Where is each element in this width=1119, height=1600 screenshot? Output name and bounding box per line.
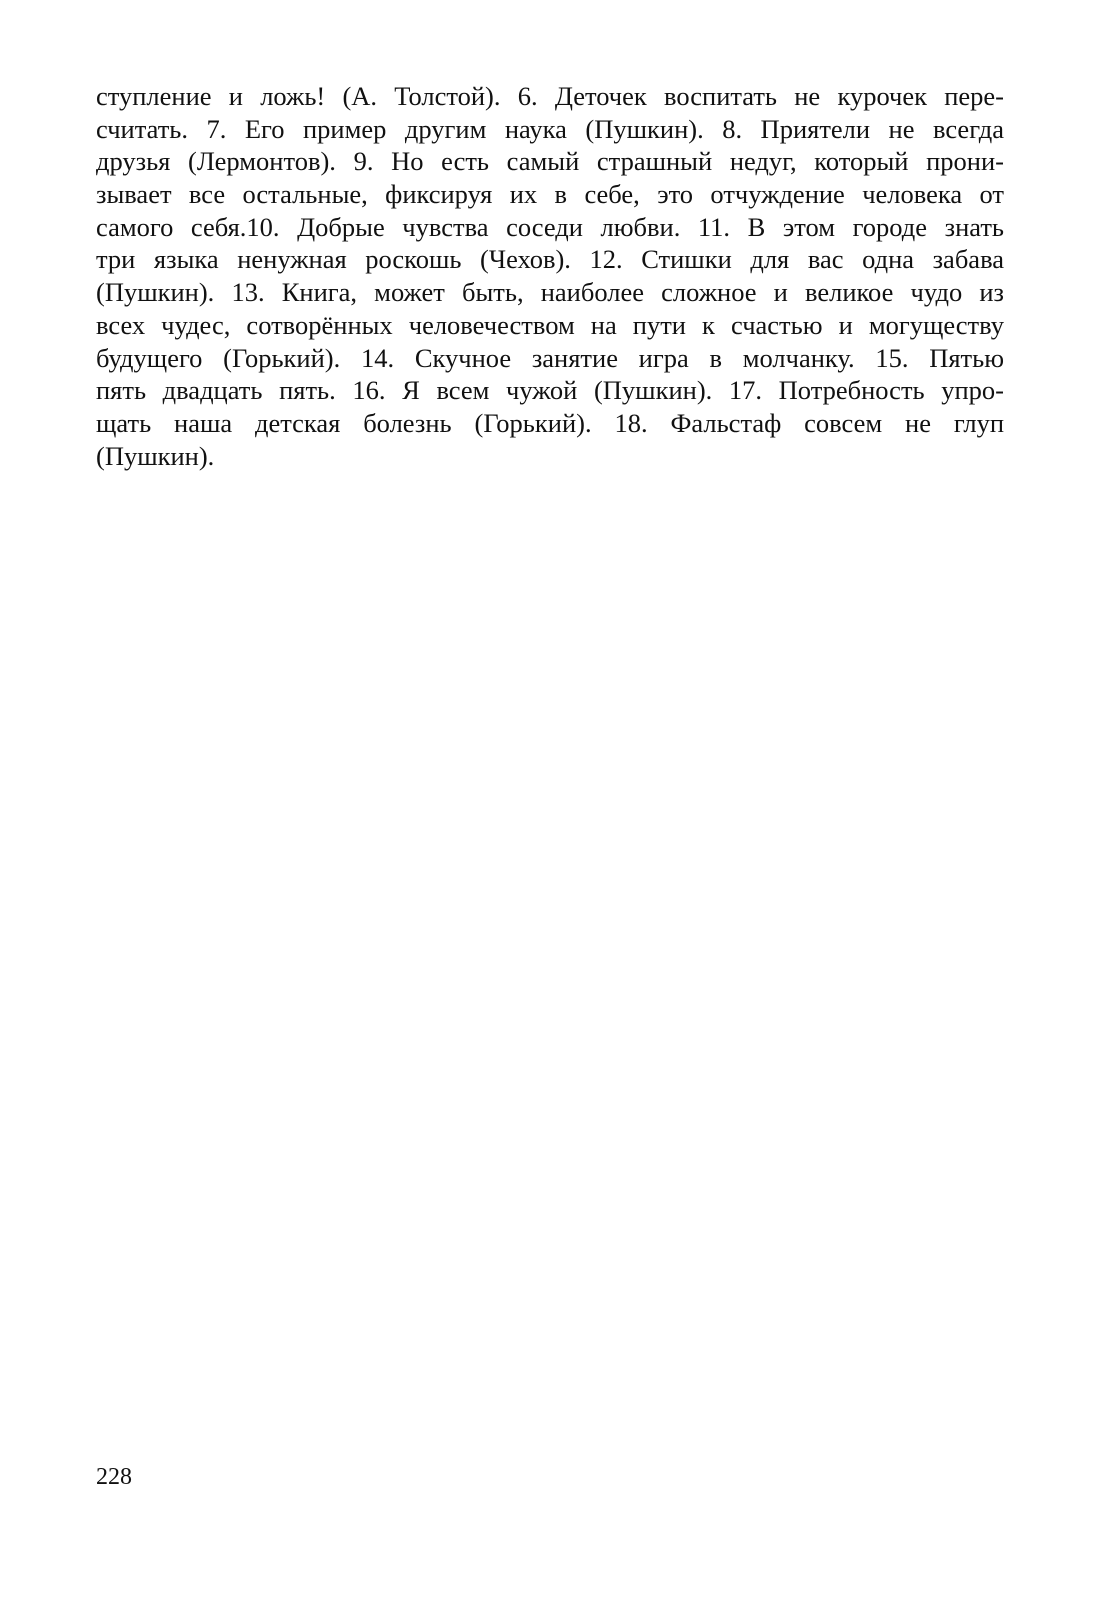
text-line: будущего (Горький). 14. Скучное занятие игра в молчанку. 15. Пятью bbox=[96, 342, 1004, 373]
text-line: всех чудес, сотворённых человечеством на пути к счастью и могуществу bbox=[96, 309, 1004, 340]
text-line: щать наша детская болезнь (Горький). 18. Фальстаф совсем не глуп bbox=[96, 407, 1004, 438]
text-line: зывает все остальные, фиксируя их в себе, это отчуждение человека от bbox=[96, 179, 1004, 210]
text-line: пять двадцать пять. 16. Я всем чужой (Пушкин). 17. Потребность упро- bbox=[96, 375, 1004, 406]
text-line: (Пушкин). 13. Книга, может быть, наиболее сложное и великое чудо из bbox=[96, 277, 1004, 308]
text-line: три языка ненужная роскошь (Чехов). 12. Стишки для вас одна забава bbox=[96, 244, 1004, 275]
text-line: считать. 7. Его пример другим наука (Пушкин). 8. Приятели не всегда bbox=[96, 113, 1004, 144]
text-line: самого себя.10. Добрые чувства соседи любви. 11. В этом городе знать bbox=[96, 211, 1004, 242]
body-text bbox=[96, 80, 1004, 472]
page-number: 228 bbox=[96, 1464, 132, 1490]
text-line: (Пушкин). bbox=[96, 440, 215, 471]
text-line: друзья (Лермонтов). 9. Но есть самый страшный недуг, который прони- bbox=[96, 146, 1004, 177]
text-line: ступление и ложь! (А. Толстой). 6. Деточек воспитать не курочек пере- bbox=[96, 81, 1004, 111]
